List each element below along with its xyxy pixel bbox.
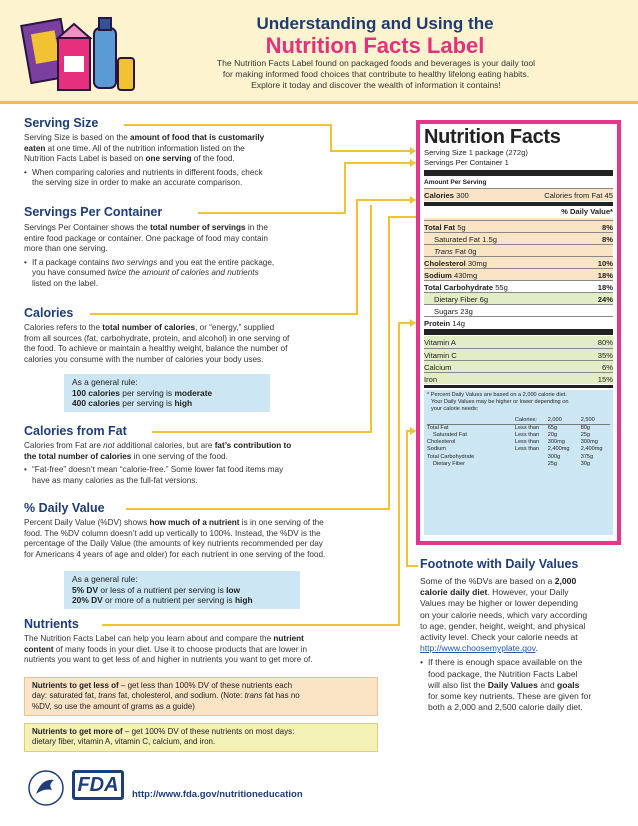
table-cell: 2,000	[548, 417, 581, 425]
table-cell	[427, 417, 515, 425]
label-thick-rule	[424, 170, 613, 176]
table-cell: Total Fat	[427, 424, 449, 431]
label-medium-rule	[424, 385, 613, 388]
table-row	[427, 432, 610, 439]
servings-per-container-text: Servings Per Container shows the total number of servings in the entire food package or container. One package of food may contain more than one serving. • If a package contains two servings and you eat the entire package, you have consumed twice the amount of calories and nutrients listed on the label.	[24, 223, 344, 290]
label-title: Nutrition Facts	[424, 126, 561, 148]
table-cell: 80g	[580, 424, 591, 431]
table-cell: 25g	[547, 460, 558, 467]
connector-line	[124, 124, 332, 126]
label-vitamin-c: Vitamin C 35%	[424, 348, 613, 360]
table-cell: Less than	[514, 446, 540, 453]
table-cell: 65g	[547, 424, 558, 431]
table-cell: Less than	[514, 439, 540, 446]
label-row-sodium: Sodium 430mg 18%	[424, 268, 613, 280]
title-line-2: Nutrition Facts Label	[265, 33, 485, 58]
connector-line	[370, 205, 372, 433]
nutrition-facts-label	[416, 120, 621, 545]
connector-line	[406, 565, 418, 567]
footnote-heading: Footnote with Daily Values	[420, 557, 579, 571]
connector-line	[398, 322, 410, 324]
daily-value-text: Percent Daily Value (%DV) shows how much of a nutrient is in one serving of the food. The %DV column doesn’t add up vertically to 100%. Instead, the %DV is the percentage of the Daily Value (the amounts of key nutrients recommended per day for Americans 4 years of age and older) for each nutrient in one serving of the food.	[24, 518, 326, 559]
serving-size-heading: Serving Size	[24, 116, 99, 130]
table-cell	[515, 461, 548, 468]
table-cell	[515, 454, 548, 461]
title-line-1: Understanding and Using the	[256, 14, 494, 33]
label-row-sugars: Sugars 23g	[424, 304, 613, 316]
connector-line	[330, 150, 410, 152]
table-cell: 300g	[547, 453, 561, 460]
connector-line	[198, 212, 346, 214]
label-calories-row: Calories 300 Calories from Fat 45	[424, 188, 613, 201]
hhs-eagle-logo	[26, 768, 66, 808]
intro-text	[126, 58, 626, 91]
table-row	[427, 439, 610, 446]
label-iron: Iron 15%	[424, 372, 613, 384]
table-cell: 2,500	[581, 417, 610, 425]
connector-line	[90, 313, 358, 315]
table-cell: 20g	[547, 432, 558, 439]
table-cell: Total Carbohydrate	[427, 453, 475, 460]
calories-from-fat-heading: Calories from Fat	[24, 424, 127, 438]
table-row	[427, 461, 610, 468]
table-cell: Dietary Fiber	[433, 460, 466, 467]
label-vitamin-a: Vitamin A 80%	[424, 338, 613, 347]
label-calcium: Calcium 6%	[424, 360, 613, 372]
connector-line	[388, 216, 390, 510]
intro-line: for making informed food choices that contribute to healthy lifelong eating habits.	[222, 69, 530, 79]
daily-value-rule-box: As a general rule: 5% DV or less of a nutrient per serving is low 20% DV or more of a nutrient per serving is high	[64, 571, 300, 609]
connector-line	[344, 162, 410, 164]
label-footnote: * Percent Daily Values are based on a 2,000 calorie diet. Your Daily Values may be higher or lower depending on your calorie needs: Calories: 2,000 2,500 Total Fat Less than 65g 80g Saturated Fat Less than 20g 25g Cholesterol Less than 300mg 300mg Sodium Less than 2,400mg 2,400mg Total Carbohydrate 300g 375g Dietary Fiber 25g 30g	[424, 390, 613, 535]
table-cell: 2,400mg	[547, 446, 570, 453]
label-row-dietary-fiber: Dietary Fiber 6g 24%	[424, 292, 613, 304]
label-medium-rule	[424, 202, 613, 206]
table-row	[427, 446, 610, 453]
connector-line	[344, 162, 346, 214]
servings-per-container-heading: Servings Per Container	[24, 205, 163, 219]
table-cell: Less than	[514, 432, 540, 439]
choosemyplate-link[interactable]: http://www.choosemyplate.gov	[420, 643, 536, 654]
table-cell: Sodium	[427, 446, 446, 453]
table-cell: 375g	[580, 453, 594, 460]
daily-value-heading: % Daily Value	[24, 501, 105, 515]
footnote-text: Some of the %DVs are based on a 2,000 calorie daily diet. However, your Daily Values may be higher or lower depending on your calorie needs, which vary according to age, gender, height, weight, and physical activity level. Check your calorie needs at http://www.choosemyplate.gov. • If there is enough space available on the food package, the Nutrition Facts Label will also list the Daily Values and goals for some key nutrients. These are given for both a 2,000 and 2,500 calorie daily diet.	[420, 576, 630, 713]
table-cell: Calories:	[515, 417, 548, 425]
connector-line	[406, 430, 408, 567]
table-cell: 300mg	[580, 439, 598, 446]
table-row	[427, 454, 610, 461]
table-cell: Cholesterol	[427, 439, 456, 446]
connector-line	[152, 431, 372, 433]
label-row-protein: Protein 14g	[424, 316, 613, 328]
label-row-trans-fat: Trans Fat 0g	[424, 244, 613, 256]
label-row-total-carb: Total Carbohydrate 55g 18%	[424, 280, 613, 292]
footer-url[interactable]: http://www.fda.gov/nutritioneducation	[132, 789, 303, 800]
table-cell: 300mg	[547, 439, 565, 446]
label-row-saturated-fat: Saturated Fat 1.5g 8%	[424, 232, 613, 244]
label-serving-size: Serving Size 1 package (272g)	[424, 148, 528, 157]
table-row	[427, 424, 610, 432]
table-row	[427, 417, 610, 425]
calories-text: Calories refers to the total number of calories, or “energy,” supplied from all sources (fat, carbohydrate, protein, and alcohol) in one serving of the food. To achieve or maintain a healthy weight, balance the number of calories you consume with the number of calories your body uses.	[24, 323, 290, 364]
connector-line	[356, 199, 410, 201]
connector-line	[398, 322, 400, 626]
intro-line: The Nutrition Facts Label found on packaged foods and beverages is your daily tool	[216, 58, 536, 68]
intro-line: Explore it today and discover the wealth of information it contains!	[251, 80, 501, 90]
fda-logo: FDA	[72, 770, 124, 800]
calories-heading: Calories	[24, 306, 74, 320]
connector-line	[356, 199, 358, 315]
food-packages-illustration	[18, 8, 136, 98]
table-cell: 2,400mg	[580, 446, 603, 453]
calories-rule-box: As a general rule: 100 calories per serving is moderate 400 calories per serving is high	[64, 374, 270, 412]
table-cell: Less than	[514, 424, 540, 431]
nutrients-text: The Nutrition Facts Label can help you learn about and compare the nutrient content of many foods in your diet. Use it to choose products that are lower in nutrients you want to get less of and higher in nutrients you want to get more of.	[24, 634, 313, 665]
label-dv-header: % Daily Value*	[561, 207, 613, 216]
label-amount: Amount Per Serving	[424, 179, 487, 186]
table-cell: 25g	[580, 432, 591, 439]
nutrients-heading: Nutrients	[24, 617, 79, 631]
label-servings: Servings Per Container 1	[424, 158, 509, 167]
daily-values-table	[427, 417, 610, 468]
nutrients-get-more-box: Nutrients to get more of – get 100% DV of these nutrients on most days: dietary fiber, vitamin A, vitamin C, calcium, and iron.	[24, 723, 378, 752]
label-row-cholesterol: Cholesterol 30mg 10%	[424, 256, 613, 268]
label-row-total-fat: Total Fat 5g 8%	[424, 220, 613, 232]
connector-line	[102, 624, 400, 626]
table-cell: Saturated Fat	[433, 432, 467, 439]
connector-line	[126, 508, 390, 510]
nutrients-get-less-box: Nutrients to get less of – get less than 100% DV of these nutrients each day: saturated fat, trans fat, cholesterol, and sodium. (Note: trans fat has no %DV, so use the amount of grams as a guide)	[24, 677, 378, 716]
table-cell: 30g	[580, 460, 591, 467]
calories-from-fat-text: Calories from Fat are not additional calories, but are fat’s contribution to the total number of calories in one serving of the food. • “Fat-free” doesn’t mean “calorie-free.” Some lower fat food items may have as many calories as the full-fat versions.	[24, 441, 354, 486]
label-thick-rule	[424, 329, 613, 335]
serving-size-text: Serving Size is based on the amount of food that is customarily eaten at one time. All of the nutrition information listed on the Nutrition Facts Label is based on one serving of the food. • When comparing calories and nutrients in different foods, check the serving size in order to make an accurate comparison.	[24, 133, 334, 189]
